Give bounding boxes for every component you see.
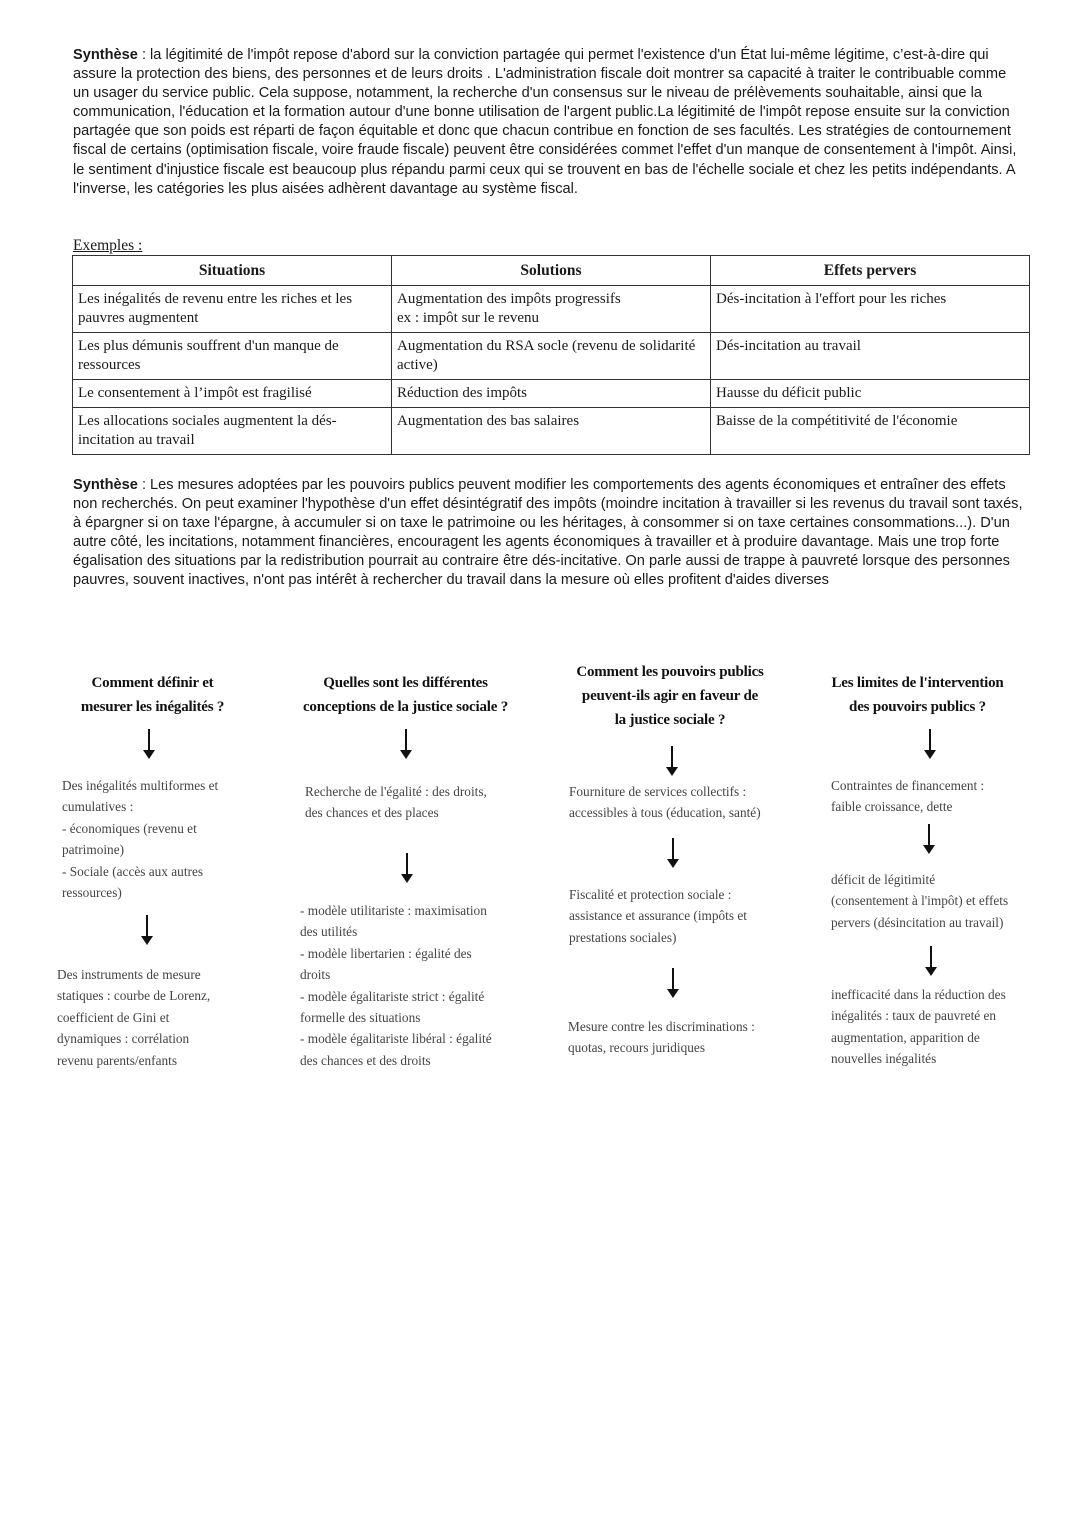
table-cell: Le consentement à l’impôt est fragilisé <box>73 380 392 408</box>
table-cell: Les plus démunis souffrent d'un manque de ressources <box>73 333 392 380</box>
down-arrow-icon <box>928 824 930 852</box>
table-header-row <box>73 256 1030 286</box>
table-cell: Dés-incitation à l'effort pour les riches <box>711 286 1030 333</box>
down-arrow-icon <box>672 968 674 996</box>
column-block: Fourniture de services collectifs : accessibles à tous (éducation, santé) <box>569 784 761 821</box>
table-cell: Hausse du déficit public <box>711 380 1030 408</box>
down-arrow-icon <box>146 915 148 943</box>
column-block: Fiscalité et protection sociale : assistance et assurance (impôts et prestations sociales) <box>569 887 747 945</box>
column-block: Des instruments de mesure statiques : courbe de Lorenz, coefficient de Gini et dynamiques : corrélation revenu parents/enfants <box>57 967 211 1068</box>
table-cell: Augmentation du RSA socle (revenu de solidarité active) <box>392 333 711 380</box>
table-cell: Augmentation des impôts progressifs ex : impôt sur le revenu <box>392 286 711 333</box>
column-block: - modèle utilitariste : maximisation des utilités - modèle libertarien : égalité des droits - modèle égalitariste strict : égalité formelle des situations - modèle égalitariste libéral : égalité des chances et des droits <box>300 903 492 1068</box>
header-situations: Situations <box>73 256 392 286</box>
column-title: Comment les pouvoirs publics peuvent-ils agir en faveur de la justice sociale ? <box>576 664 764 728</box>
header-solutions: Solutions <box>392 256 711 286</box>
column-block: Mesure contre les discriminations : quotas, recours juridiques <box>568 1019 755 1056</box>
down-arrow-icon <box>148 729 150 757</box>
examples-label: Exemples : <box>73 237 143 254</box>
examples-table <box>72 255 1030 455</box>
column-title: Quelles sont les différentes conceptions de la justice sociale ? <box>302 675 509 715</box>
down-arrow-icon <box>671 746 673 774</box>
table-cell: Baisse de la compétitivité de l'économie <box>711 408 1030 455</box>
synthesis-text: : la légitimité de l'impôt repose d'abord sur la conviction partagée qui permet l'existence d'un État lui-même légitime, c’est-à-dire qui assure la protection des biens, des personnes et de leurs droits . L'administration fiscale doit montrer sa capacité à traiter le contribuable comme un usager du service public. Cela suppose, notamment, la recherche d'un consensus sur le niveau de prélèvements souhaitable, ainsi que la communication, l'éducation et la formation autour d'une bonne utilisation de l'argent public.La légitimité de l'impôt repose ensuite sur la conviction partagée que son poids est réparti de façon équitable et donc que chacun contribue en fonction de ses facultés. Les stratégies de contournement fiscal de certains (optimisation fiscale, voire fraude fiscale) peuvent être considérées commet l'effet d'un manque de consentement à l'impôt. Ainsi, le sentiment d'injustice fiscale est beaucoup plus répandu parmi ceux qui se trouvent en bas de l'échelle sociale et chez les petits indépendants. A l'inverse, les catégories les plus aisées adhèrent davantage au système fiscal. <box>73 47 1017 197</box>
column-block: Des inégalités multiformes et cumulatives : - économiques (revenu et patrimoine) - Sociale (accès aux autres ressources) <box>62 778 219 901</box>
column-block: Contraintes de financement : faible croissance, dette <box>831 778 985 815</box>
table-row <box>73 380 1030 408</box>
column-block: inefficacité dans la réduction des inégalités : taux de pauvreté en augmentation, apparition de nouvelles inégalités <box>831 987 1006 1067</box>
column-title: Les limites de l'intervention des pouvoirs publics ? <box>831 675 1004 715</box>
synthesis-label: Synthèse <box>73 477 138 493</box>
synthesis-paragraph-1 <box>73 46 1023 199</box>
column-block: Recherche de l'égalité : des droits, des chances et des places <box>305 784 487 821</box>
down-arrow-icon <box>406 853 408 881</box>
table-cell: Réduction des impôts <box>392 380 711 408</box>
down-arrow-icon <box>672 838 674 866</box>
synthesis-paragraph-2 <box>73 476 1028 591</box>
column-title: Comment définir et mesurer les inégalités ? <box>80 675 225 715</box>
column-block: déficit de légitimité (consentement à l'impôt) et effets pervers (désincitation au travail) <box>831 872 1009 930</box>
synthesis-label: Synthèse <box>73 47 138 63</box>
table-cell: Dés-incitation au travail <box>711 333 1030 380</box>
down-arrow-icon <box>405 729 407 757</box>
table-row <box>73 333 1030 380</box>
down-arrow-icon <box>930 946 932 974</box>
table-cell: Les allocations sociales augmentent la dés-incitation au travail <box>73 408 392 455</box>
table-row <box>73 286 1030 333</box>
table-row <box>73 408 1030 455</box>
synthesis-text: : Les mesures adoptées par les pouvoirs publics peuvent modifier les comportements des agents économiques et entraîner des effets non recherchés. On peut examiner l'hypothèse d'un effet désintégratif des impôts (moindre incitation à travailler si les revenus du travail sont taxés, à épargner si on taxe l'épargne, à accumuler si on taxe le patrimoine ou les héritages, à consommer si on taxe certaines consommations...). D'un autre côté, les incitations, notamment financières, encouragent les agents économiques à travailler et à produire davantage. Mais une trop forte égalisation des situations par la redistribution pourrait au contraire être dés-incitative. On parle aussi de trappe à pauvreté lorsque des personnes pauvres, souvent inactives, n'ont pas intérêt à rechercher du travail dans la mesure où elles profitent d'aides diverses <box>73 477 1023 589</box>
table-cell: Augmentation des bas salaires <box>392 408 711 455</box>
table-cell: Les inégalités de revenu entre les riches et les pauvres augmentent <box>73 286 392 333</box>
header-effets-pervers: Effets pervers <box>711 256 1030 286</box>
down-arrow-icon <box>929 729 931 757</box>
